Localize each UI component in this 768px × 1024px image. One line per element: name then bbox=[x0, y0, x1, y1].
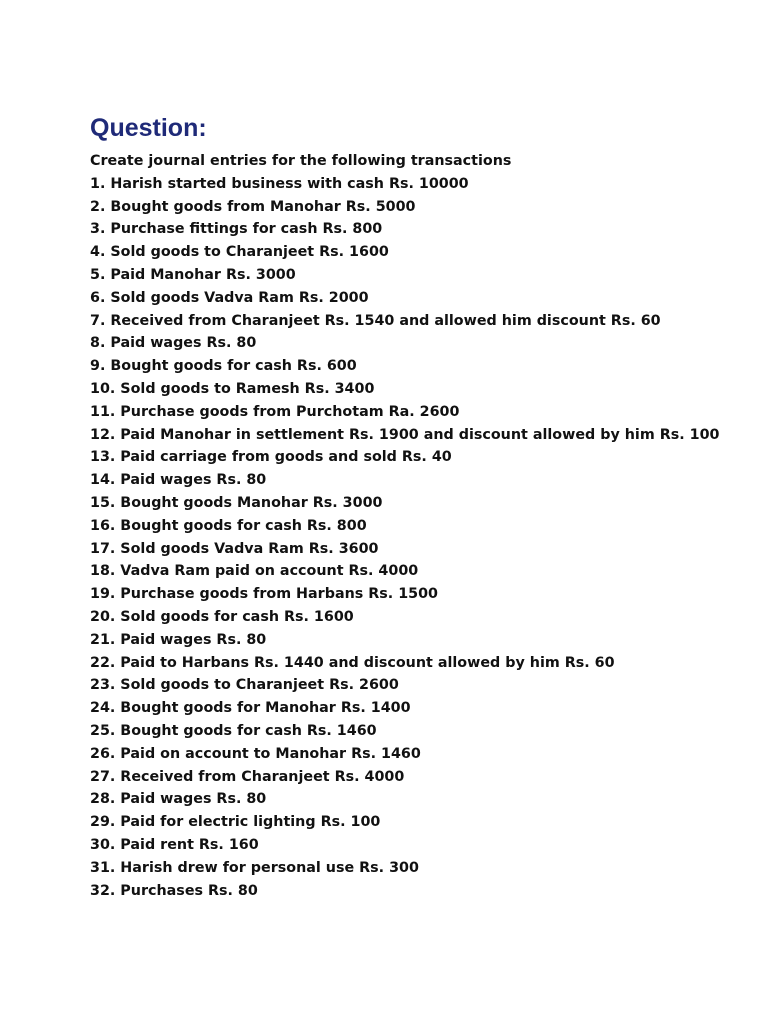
transaction-item: 7. Received from Charanjeet Rs. 1540 and allowed him discount Rs. 60 bbox=[90, 312, 661, 329]
transaction-item: 20. Sold goods for cash Rs. 1600 bbox=[90, 608, 354, 625]
transaction-item: 11. Purchase goods from Purchotam Ra. 2600 bbox=[90, 403, 460, 420]
transaction-item: 15. Bought goods Manohar Rs. 3000 bbox=[90, 494, 383, 511]
transaction-item: 3. Purchase fittings for cash Rs. 800 bbox=[90, 221, 383, 238]
transaction-item: 2. Bought goods from Manohar Rs. 5000 bbox=[90, 198, 416, 215]
transaction-item: 5. Paid Manohar Rs. 3000 bbox=[90, 266, 296, 283]
transaction-item: 12. Paid Manohar in settlement Rs. 1900 and discount allowed by him Rs. 100 bbox=[90, 426, 720, 443]
transaction-item: 16. Bought goods for cash Rs. 800 bbox=[90, 517, 367, 534]
transaction-item: 21. Paid wages Rs. 80 bbox=[90, 631, 267, 648]
transaction-item: 22. Paid to Harbans Rs. 1440 and discount allowed by him Rs. 60 bbox=[90, 654, 615, 671]
transaction-item: 9. Bought goods for cash Rs. 600 bbox=[90, 358, 357, 375]
transaction-item: 26. Paid on account to Manohar Rs. 1460 bbox=[90, 745, 421, 762]
question-intro: Create journal entries for the following transactions bbox=[90, 153, 512, 169]
transaction-item: 23. Sold goods to Charanjeet Rs. 2600 bbox=[90, 677, 399, 694]
transaction-item: 30. Paid rent Rs. 160 bbox=[90, 836, 259, 853]
document-page bbox=[90, 112, 750, 902]
transaction-item: 28. Paid wages Rs. 80 bbox=[90, 791, 267, 808]
transaction-list bbox=[90, 173, 750, 903]
transaction-item: 6. Sold goods Vadva Ram Rs. 2000 bbox=[90, 289, 369, 306]
transaction-item: 13. Paid carriage from goods and sold Rs. 40 bbox=[90, 449, 452, 466]
transaction-item: 29. Paid for electric lighting Rs. 100 bbox=[90, 814, 381, 831]
transaction-item: 27. Received from Charanjeet Rs. 4000 bbox=[90, 768, 405, 785]
transaction-item: 4. Sold goods to Charanjeet Rs. 1600 bbox=[90, 244, 389, 261]
transaction-item: 19. Purchase goods from Harbans Rs. 1500 bbox=[90, 586, 438, 603]
transaction-item: 8. Paid wages Rs. 80 bbox=[90, 335, 257, 352]
transaction-item: 18. Vadva Ram paid on account Rs. 4000 bbox=[90, 563, 419, 580]
transaction-item: 10. Sold goods to Ramesh Rs. 3400 bbox=[90, 380, 375, 397]
transaction-item: 32. Purchases Rs. 80 bbox=[90, 882, 258, 899]
question-heading: Question: bbox=[90, 114, 207, 142]
transaction-item: 14. Paid wages Rs. 80 bbox=[90, 472, 267, 489]
transaction-item: 25. Bought goods for cash Rs. 1460 bbox=[90, 722, 377, 739]
transaction-item: 17. Sold goods Vadva Ram Rs. 3600 bbox=[90, 540, 379, 557]
transaction-item: 24. Bought goods for Manohar Rs. 1400 bbox=[90, 700, 411, 717]
transaction-item: 1. Harish started business with cash Rs. 10000 bbox=[90, 175, 469, 192]
transaction-item: 31. Harish drew for personal use Rs. 300 bbox=[90, 859, 419, 876]
